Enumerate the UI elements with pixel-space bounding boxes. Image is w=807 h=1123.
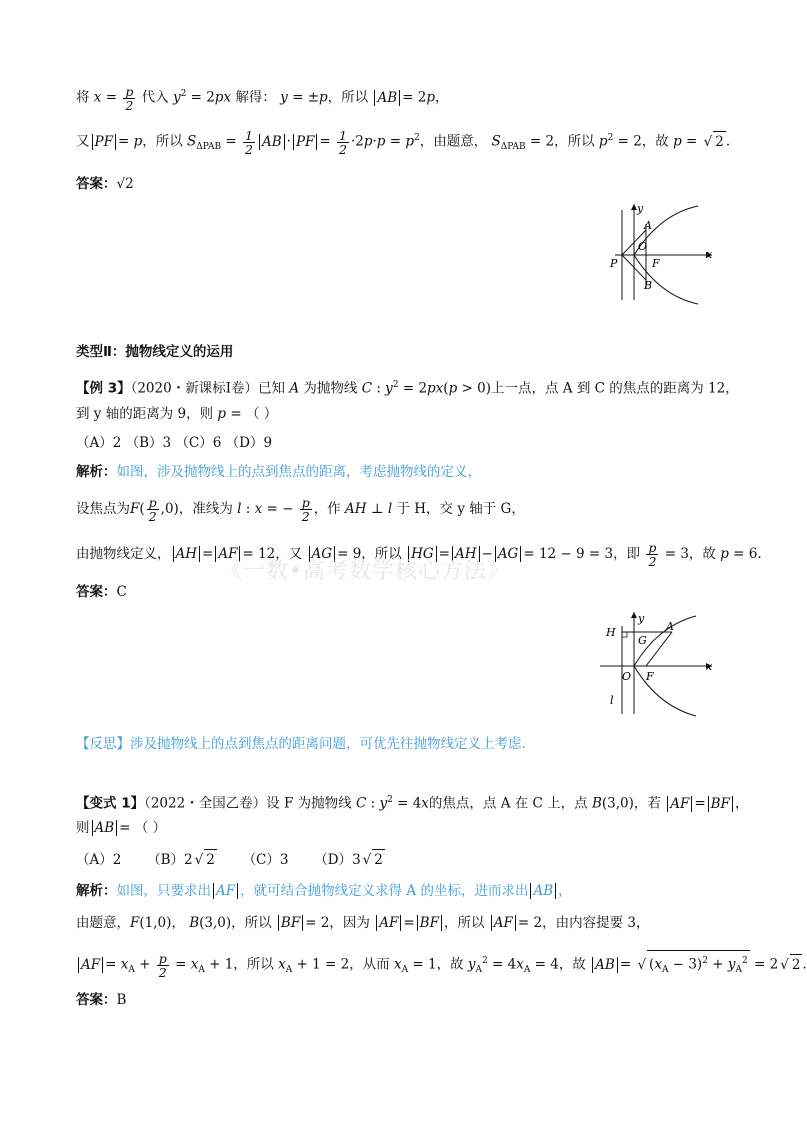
answer-variant-1: 答案：B (76, 992, 127, 1008)
fig1-label-x: x (706, 248, 713, 261)
example-3-step-1: 设焦点为F( $\frac{p}{2}$ ,0)，准线为 l : x = − $\frac{p}{2}$ ，作 AH ⊥ l 于 H，交 y 轴于 G， (76, 495, 525, 524)
fig2-label-g: G (638, 634, 647, 647)
fig2-label-a: A (666, 620, 674, 633)
fig1-label-p: P (610, 257, 618, 270)
figure-parabola-2 (596, 608, 718, 718)
variant-1-step-1: 由题意，F(1,0)， B(3,0)，所以 BF = 2，因为 AF = BF ，所以 AF = 2，由内容提要 3， (76, 915, 650, 931)
answer-1: 答案：√2 (76, 176, 134, 192)
variant-1-options: （A）2 （B）2 √ 2 （C）3 （D）3 √ 2 (76, 849, 385, 870)
variant-1-step-2: AF = $x_A$ + $\frac{p}{2}$ = $x_A + 1$，所以 $x_A + 1 = 2$，从而 $x_A = 1$，故 $y_A^2 = 4x_A = 4$，故 AB = √ $(x_A - 3)^2 + y_A^2 = 2$ √ 2 . (76, 950, 807, 980)
figure-parabola-1 (600, 200, 718, 304)
solution-line-2: 又 PF = p，所以 $S_{\Delta PAB}$ = $\frac{1}{2}$ AB · PF = $\frac{1}{2}$ $\cdot 2p\cdot p = p^2$，由题意， $S_{\Delta PAB} = 2$，所以 $p^2 = 2$，故 p = √ 2 . (76, 127, 731, 157)
reflection: 【反思】涉及抛物线上的点到焦点的距离问题，可优先往抛物线定义上考虑. (76, 736, 526, 752)
watermark: 《一数•高考数学核心方法》 (220, 559, 510, 584)
fig1-label-b: B (644, 279, 653, 292)
solution-line-1: 将 x = $\frac{p}{2}$ 代入 $y^2 = 2px$ 解得： y = ±p，所以 AB = 2p， (76, 83, 449, 113)
section-heading: 类型Ⅱ：抛物线定义的运用 (76, 344, 234, 360)
fig2-label-x: x (706, 660, 713, 673)
answer-3: 答案：C (76, 584, 127, 600)
example-3-options: （A）2 （B）3 （C）6 （D）9 (76, 435, 273, 451)
fig1-label-y: y (637, 202, 644, 215)
fig1-label-o: O (638, 240, 648, 253)
example-3-step-2: 由抛物线定义， AH = AF = 12，又 AG = 9，所以 HG = AH − AG = 12 − 9 = 3，即 $\frac{p}{2}$ = 3，故 p = 6. (76, 540, 762, 569)
fig2-label-f: F (646, 670, 654, 683)
fig1-label-f: F (652, 257, 660, 270)
fig2-label-o: O (622, 670, 632, 683)
example-3-solution: 解析：如图，涉及抛物线上的点到焦点的距离，考虑抛物线的定义， (76, 464, 481, 480)
fig2-label-h: H (606, 626, 616, 639)
example-3-line-1: 【例 3】（2020・新课标Ⅰ卷）已知 A 为抛物线 C : $y^2 = 2px(p > 0)$上一点，点 A 到 C 的焦点的距离为 12， (76, 380, 739, 397)
variant-1-line-1: 【变式 1】（2022・全国乙卷）设 F 为抛物线 C : $y^2 = 4x$的焦点，点 A 在 C 上，点 B(3,0)，若 AF = BF ， (76, 795, 749, 812)
fig1-label-a: A (644, 219, 652, 232)
fig2-label-l: l (610, 694, 614, 707)
example-3-line-2: 到 y 轴的距离为 9，则 p = （ ） (76, 406, 278, 422)
variant-1-line-2: 则 AB = （ ） (76, 820, 167, 836)
fig2-label-y: y (638, 612, 645, 625)
variant-1-solution: 解析：如图，只要求出 AF ，就可结合抛物线定义求得 A 的坐标，进而求出 AB ， (76, 883, 572, 899)
